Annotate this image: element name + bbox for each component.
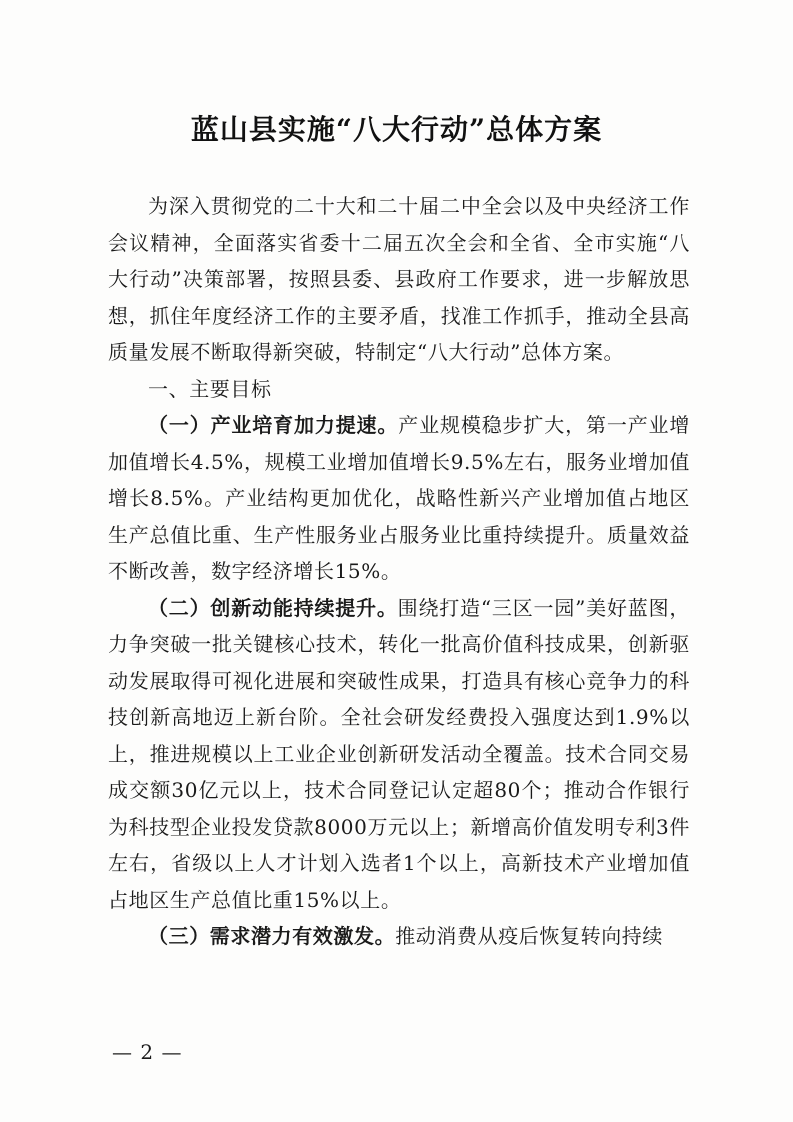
goal-item-text: 围绕打造“三区一园”美好蓝图，力争突破一批关键核心技术，转化一批高价值科技成果，创新驱动发展取得可视化进展和突破性成果，打造具有核心竞争力的科技创新高地迈上新台阶。全社会研发经费投入强度达到1.9%以上，推进规模以上工业企业创新研发活动全覆盖。技术合同交易成交额30亿元以上，技术合同登记认定超80个；推动合作银行为科技型企业投发贷款8000万元以上；新增高价值发明专利3件左右，省级以上人才计划入选者1个以上，高新技术产业增加值占地区生产总值比重15%以上。	[108, 595, 690, 912]
page-number: — 2 —	[112, 1040, 183, 1064]
goal-item-lead: （二）创新动能持续提升。	[148, 595, 398, 620]
section-heading-main-goals: 一、主要目标	[148, 376, 272, 401]
goal-item-lead: （三）需求潜力有效激发。	[148, 924, 396, 948]
document-body	[108, 188, 690, 955]
goal-item-text: 产业规模稳步扩大，第一产业增加值增长4.5%，规模工业增加值增长9.5%左右，服务业增加值增长8.5%。产业结构更加优化，战略性新兴产业增加值占地区生产总值比重、生产性服务业占服务业比重持续提升。质量效益不断改善，数字经济增长15%。	[108, 413, 691, 583]
intro-paragraph: 为深入贯彻党的二十大和二十届二中全会以及中央经济工作会议精神，全面落实省委十二届五次全会和全省、全市实施“八大行动”决策部署，按照县委、县政府工作要求，进一步解放思想，抓住年度经济工作的主要矛盾，找准工作抓手，推动全县高质量发展不断取得新突破，特制定“八大行动”总体方案。	[108, 194, 690, 364]
goal-item-text: 推动消费从疫后恢复转向持续	[395, 924, 664, 948]
document-title: 蓝山县实施“八大行动”总体方案	[190, 113, 603, 146]
goal-item-lead: （一）产业培育加力提速。	[148, 413, 399, 437]
goal-item-innovation	[108, 590, 690, 919]
goal-item-industry	[108, 407, 690, 590]
goal-item-demand	[108, 918, 690, 955]
